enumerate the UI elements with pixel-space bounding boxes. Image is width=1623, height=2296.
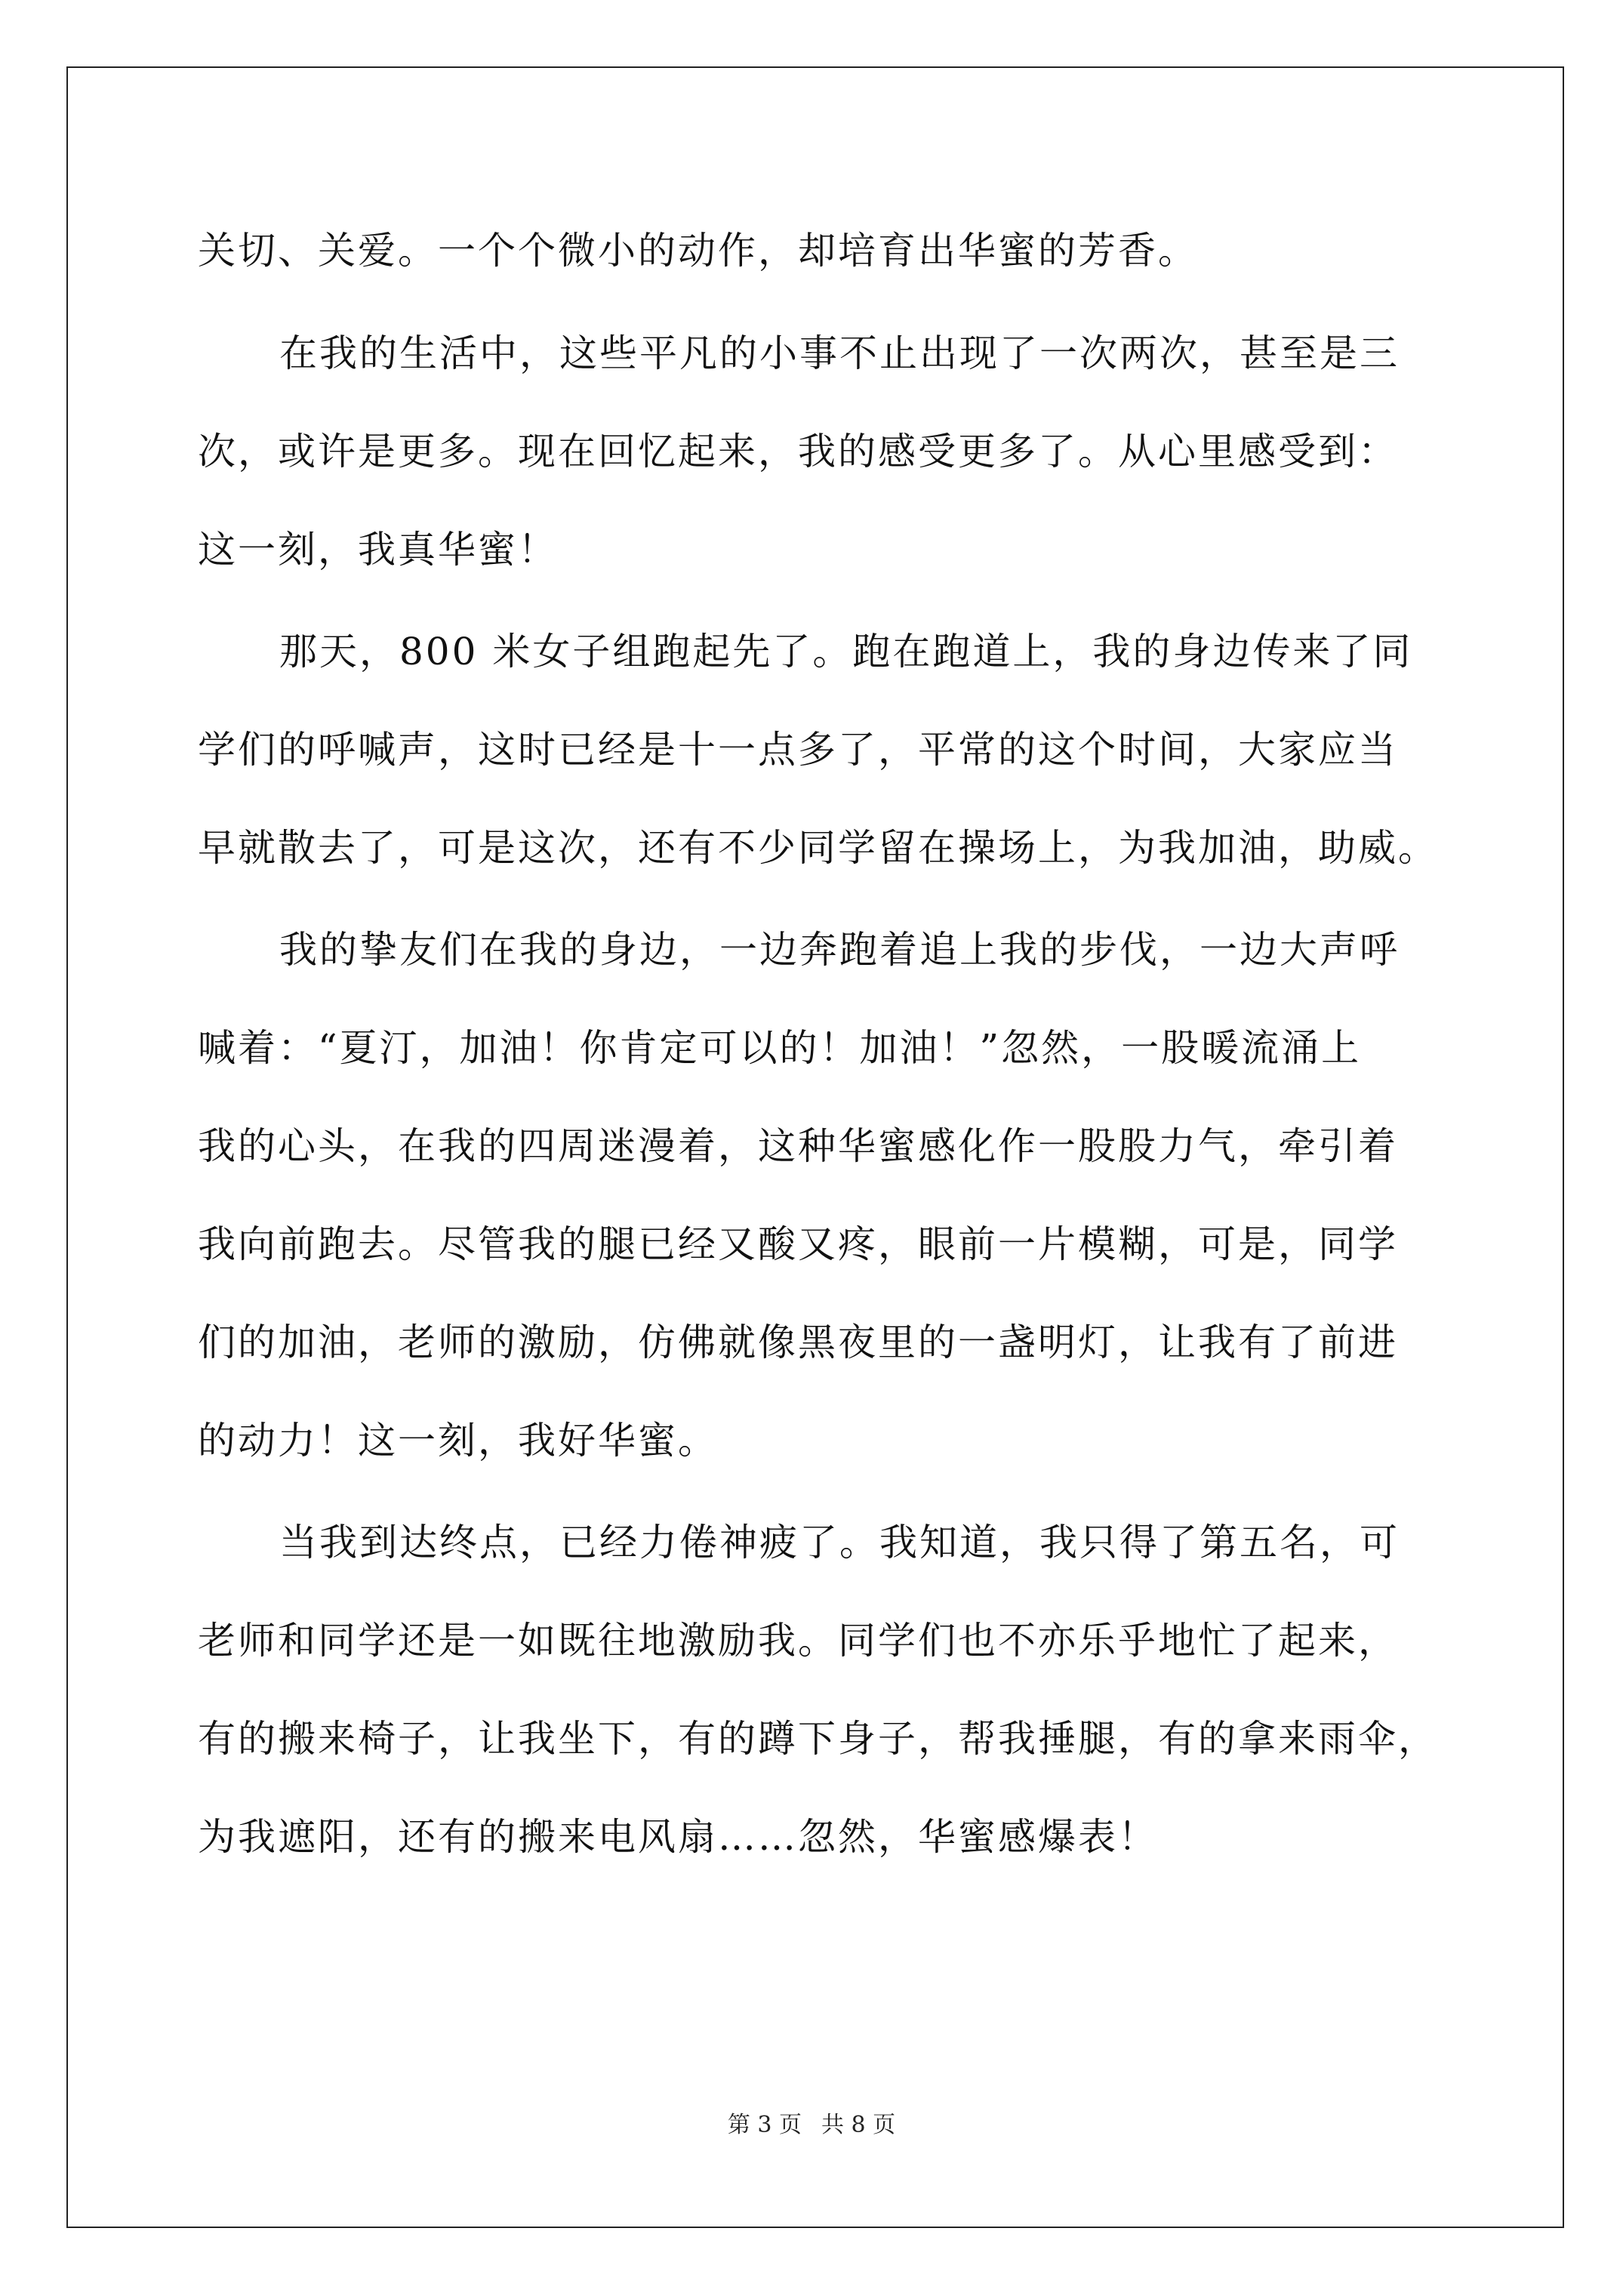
text-line: 有的搬来椅子，让我坐下，有的蹲下身子，帮我捶腿，有的拿来雨伞， — [198, 1717, 1438, 1761]
text-line: 次，或许是更多。现在回忆起来，我的感受更多了。从心里感受到： — [198, 430, 1398, 473]
text-line: 早就散去了，可是这次，还有不少同学留在操场上，为我加油，助威。 — [198, 826, 1438, 870]
page-total: 共 8 页 — [821, 2112, 896, 2138]
text-line: 为我遮阳，还有的搬来电风扇……忽然，华蜜感爆表！ — [198, 1815, 1158, 1859]
text-line: 学们的呼喊声，这时已经是十一点多了，平常的这个时间，大家应当 — [198, 728, 1398, 772]
text-line: 们的加油，老师的激励，仿佛就像黑夜里的一盏明灯，让我有了前进 — [198, 1321, 1398, 1364]
text-line: 的动力！这一刻，我好华蜜。 — [198, 1419, 718, 1462]
page-footer — [0, 2110, 1623, 2140]
text-line: 我向前跑去。尽管我的腿已经又酸又疼，眼前一片模糊，可是，同学 — [198, 1222, 1398, 1266]
paragraph-first-line: 当我到达终点，已经力倦神疲了。我知道，我只得了第五名，可 — [279, 1521, 1400, 1564]
text-line: 老师和同学还是一如既往地激励我。同学们也不亦乐乎地忙了起来， — [198, 1619, 1398, 1663]
paragraph-first-line: 在我的生活中，这些平凡的小事不止出现了一次两次，甚至是三 — [279, 331, 1400, 375]
text-line: 喊着：“夏汀，加油！你肯定可以的！加油！”忽然，一股暖流涌上 — [198, 1026, 1362, 1070]
text-line: 这一刻，我真华蜜！ — [198, 528, 558, 572]
text-line: 我的心头，在我的四周迷漫着，这种华蜜感化作一股股力气，牵引着 — [198, 1124, 1398, 1168]
paragraph-first-line: 那天，800 米女子组跑起先了。跑在跑道上，我的身边传来了同 — [279, 630, 1413, 673]
page-number: 第 3 页 — [727, 2112, 802, 2138]
paragraph-first-line: 我的挚友们在我的身边，一边奔跑着追上我的步伐，一边大声呼 — [279, 928, 1400, 972]
text-line: 关切、关爱。一个个微小的动作，却培育出华蜜的芳香。 — [198, 229, 1198, 273]
